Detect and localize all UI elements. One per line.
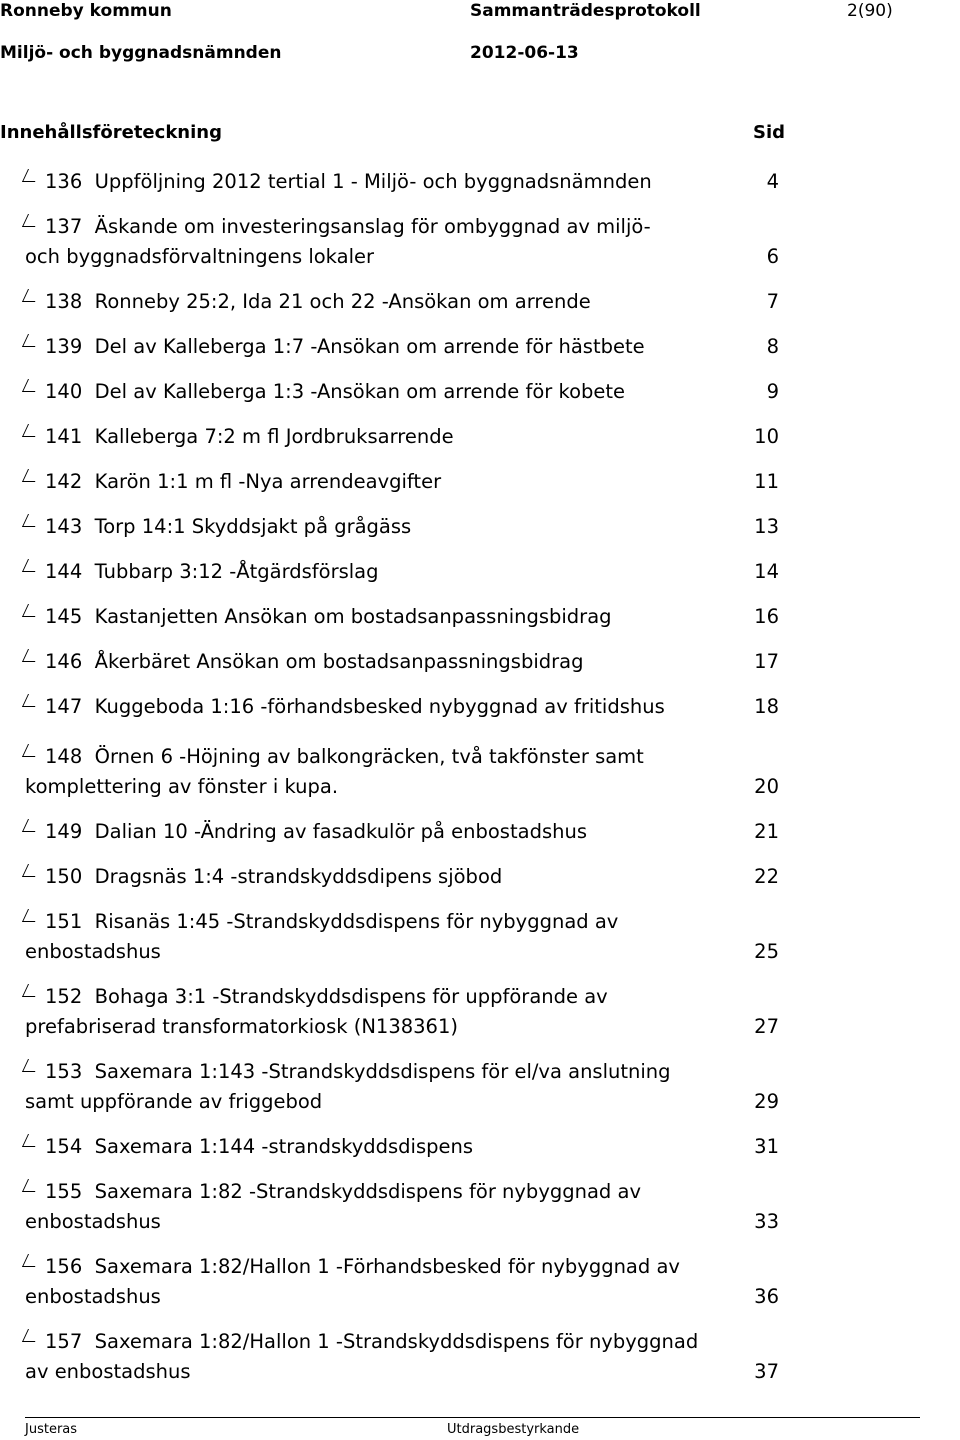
- paragraph-number: 154: [45, 1135, 83, 1158]
- entry-page-number: 18: [754, 695, 779, 718]
- committee-name: Miljö- och byggnadsnämnden: [0, 43, 282, 63]
- toc-entry: [25, 647, 785, 677]
- toc-entry: [25, 287, 785, 317]
- entry-page-number: 14: [754, 560, 779, 583]
- entry-title: Kastanjetten Ansökan om bostadsanpassningsbidrag: [94, 605, 612, 628]
- entry-page-number: 8: [766, 335, 779, 358]
- entry-title: Torp 14:1 Skyddsjakt på grågäss: [94, 515, 412, 538]
- paragraph-number: 141: [45, 425, 83, 448]
- entry-title: Dragsnäs 1:4 -strandskyddsdipens sjöbod: [94, 865, 503, 888]
- entry-title: Kalleberga 7:2 m fl Jordbruksarrende: [94, 425, 454, 448]
- entry-page-number: 7: [766, 290, 779, 313]
- entry-title: samt uppförande av friggebod: [25, 1090, 323, 1113]
- toc-entry-line: [25, 862, 785, 892]
- toc-entry: [25, 602, 785, 632]
- toc-entry: [25, 692, 785, 722]
- entry-title: enbostadshus: [25, 1285, 161, 1308]
- toc-entry: [25, 212, 785, 272]
- toc-entry: [25, 817, 785, 847]
- entry-title: prefabriserad transformatorkiosk (N138361): [25, 1015, 458, 1038]
- toc-entry: [25, 422, 785, 452]
- toc-entry-line: [25, 1282, 785, 1312]
- toc-entry-line: [25, 1252, 785, 1282]
- entry-title: Bohaga 3:1 -Strandskyddsdispens för uppförande av: [94, 985, 608, 1008]
- entry-page-number: 27: [754, 1015, 779, 1038]
- toc-entry-line: [25, 1177, 785, 1207]
- entry-page-number: 20: [754, 775, 779, 798]
- entry-title: enbostadshus: [25, 1210, 161, 1233]
- entry-title: Saxemara 1:144 -strandskyddsdispens: [94, 1135, 474, 1158]
- toc-entry: [25, 982, 785, 1042]
- entry-title: Saxemara 1:82 -Strandskyddsdispens för nybyggnad av: [94, 1180, 641, 1203]
- toc-entry-line: [25, 1087, 785, 1117]
- entry-title: Åkerbäret Ansökan om bostadsanpassningsbidrag: [94, 650, 584, 673]
- paragraph-number: 152: [45, 985, 83, 1008]
- toc-entry: [25, 1177, 785, 1237]
- toc-entry: [25, 1132, 785, 1162]
- toc-entry-line: [25, 742, 785, 772]
- toc-entry-line: [25, 1012, 785, 1042]
- entry-title: Risanäs 1:45 -Strandskyddsdispens för nybyggnad av: [94, 910, 619, 933]
- entry-title: Del av Kalleberga 1:3 -Ansökan om arrende för kobete: [94, 380, 626, 403]
- footer-divider: [25, 1417, 920, 1418]
- toc-entry-line: [25, 1132, 785, 1162]
- toc-entry-line: [25, 212, 785, 242]
- entry-title: Saxemara 1:82/Hallon 1 -Förhandsbesked för nybyggnad av: [94, 1255, 680, 1278]
- toc-entry-line: [25, 512, 785, 542]
- page-number: 2(90): [847, 1, 893, 21]
- entry-title: Äskande om investeringsanslag för ombyggnad av miljö-: [94, 215, 651, 238]
- entry-title: enbostadshus: [25, 940, 161, 963]
- toc-entry-line: [25, 287, 785, 317]
- paragraph-number: 147: [45, 695, 83, 718]
- entry-page-number: 37: [754, 1360, 779, 1383]
- paragraph-number: 157: [45, 1330, 83, 1353]
- entry-title: Ronneby 25:2, Ida 21 och 22 -Ansökan om arrende: [94, 290, 591, 313]
- entry-title: Kuggeboda 1:16 -förhandsbesked nybyggnad av fritidshus: [94, 695, 665, 718]
- paragraph-number: 151: [45, 910, 83, 933]
- entry-title: Karön 1:1 m fl -Nya arrendeavgifter: [94, 470, 442, 493]
- entry-title: Del av Kalleberga 1:7 -Ansökan om arrende för hästbete: [94, 335, 645, 358]
- entry-title: av enbostadshus: [25, 1360, 191, 1383]
- toc-entry-line: [25, 772, 785, 802]
- entry-title: Saxemara 1:143 -Strandskyddsdispens för el/va anslutning: [94, 1060, 671, 1083]
- entry-page-number: 36: [754, 1285, 779, 1308]
- entry-page-number: 4: [766, 170, 779, 193]
- entry-page-number: 11: [754, 470, 779, 493]
- entry-page-number: 25: [754, 940, 779, 963]
- entry-page-number: 17: [754, 650, 779, 673]
- toc-entry: [25, 862, 785, 892]
- paragraph-number: 142: [45, 470, 83, 493]
- toc-entry-line: [25, 467, 785, 497]
- entry-title: Tubbarp 3:12 -Åtgärdsförslag: [94, 560, 379, 583]
- toc-entry-line: [25, 602, 785, 632]
- toc-entry-line: [25, 557, 785, 587]
- paragraph-number: 139: [45, 335, 83, 358]
- entry-title: komplettering av fönster i kupa.: [25, 775, 339, 798]
- paragraph-number: 138: [45, 290, 83, 313]
- footer-justeras: Justeras: [25, 1422, 78, 1437]
- entry-title: och byggnadsförvaltningens lokaler: [25, 245, 375, 268]
- entry-title: Saxemara 1:82/Hallon 1 -Strandskyddsdispens för nybyggnad: [94, 1330, 699, 1353]
- toc-entry-line: [25, 692, 785, 722]
- toc-entry: [25, 1327, 785, 1387]
- toc-entry-line: [25, 242, 785, 272]
- entry-page-number: 33: [754, 1210, 779, 1233]
- toc-entry: [25, 167, 785, 197]
- toc-entry-line: [25, 647, 785, 677]
- toc-entry-line: [25, 422, 785, 452]
- toc-entry: [25, 1252, 785, 1312]
- toc-entry: [25, 1057, 785, 1117]
- org-name: Ronneby kommun: [0, 1, 172, 21]
- toc-entry-line: [25, 817, 785, 847]
- paragraph-number: 155: [45, 1180, 83, 1203]
- paragraph-number: 153: [45, 1060, 83, 1083]
- entry-title: Uppföljning 2012 tertial 1 - Miljö- och byggnadsnämnden: [94, 170, 652, 193]
- toc-entry: [25, 512, 785, 542]
- toc-entry: [25, 907, 785, 967]
- paragraph-number: 137: [45, 215, 83, 238]
- entry-title: Örnen 6 -Höjning av balkongräcken, två takfönster samt: [94, 745, 644, 768]
- toc-entry: [25, 377, 785, 407]
- toc-entry: [25, 742, 785, 802]
- entry-page-number: 13: [754, 515, 779, 538]
- paragraph-number: 145: [45, 605, 83, 628]
- toc-entry-line: [25, 907, 785, 937]
- toc-entry: [25, 332, 785, 362]
- toc-entry-line: [25, 377, 785, 407]
- entry-page-number: 22: [754, 865, 779, 888]
- toc-entry-line: [25, 167, 785, 197]
- toc-entry: [25, 467, 785, 497]
- toc-entry: [25, 557, 785, 587]
- paragraph-number: 143: [45, 515, 83, 538]
- paragraph-number: 148: [45, 745, 83, 768]
- entry-page-number: 9: [766, 380, 779, 403]
- paragraph-number: 149: [45, 820, 83, 843]
- paragraph-number: 136: [45, 170, 83, 193]
- meeting-date: 2012-06-13: [470, 43, 579, 63]
- toc-entry-line: [25, 1057, 785, 1087]
- paragraph-number: 146: [45, 650, 83, 673]
- paragraph-number: 156: [45, 1255, 83, 1278]
- toc-entry-line: [25, 1207, 785, 1237]
- paragraph-number: 150: [45, 865, 83, 888]
- footer-utdragsbestyrkande: Utdragsbestyrkande: [447, 1422, 580, 1437]
- entry-page-number: 6: [766, 245, 779, 268]
- toc-entry-line: [25, 1357, 785, 1387]
- paragraph-number: 140: [45, 380, 83, 403]
- toc-entry-line: [25, 1327, 785, 1357]
- document-type: Sammanträdesprotokoll: [470, 1, 701, 21]
- toc-title: Innehållsföreteckning: [0, 122, 222, 143]
- entry-page-number: 21: [754, 820, 779, 843]
- entry-page-number: 31: [754, 1135, 779, 1158]
- toc-entry-line: [25, 982, 785, 1012]
- entry-page-number: 29: [754, 1090, 779, 1113]
- entry-page-number: 16: [754, 605, 779, 628]
- toc-entry-line: [25, 937, 785, 967]
- page-column-heading: Sid: [753, 122, 786, 143]
- paragraph-number: 144: [45, 560, 83, 583]
- toc-entry-line: [25, 332, 785, 362]
- entry-title: Dalian 10 -Ändring av fasadkulör på enbostadshus: [94, 820, 587, 843]
- entry-page-number: 10: [754, 425, 779, 448]
